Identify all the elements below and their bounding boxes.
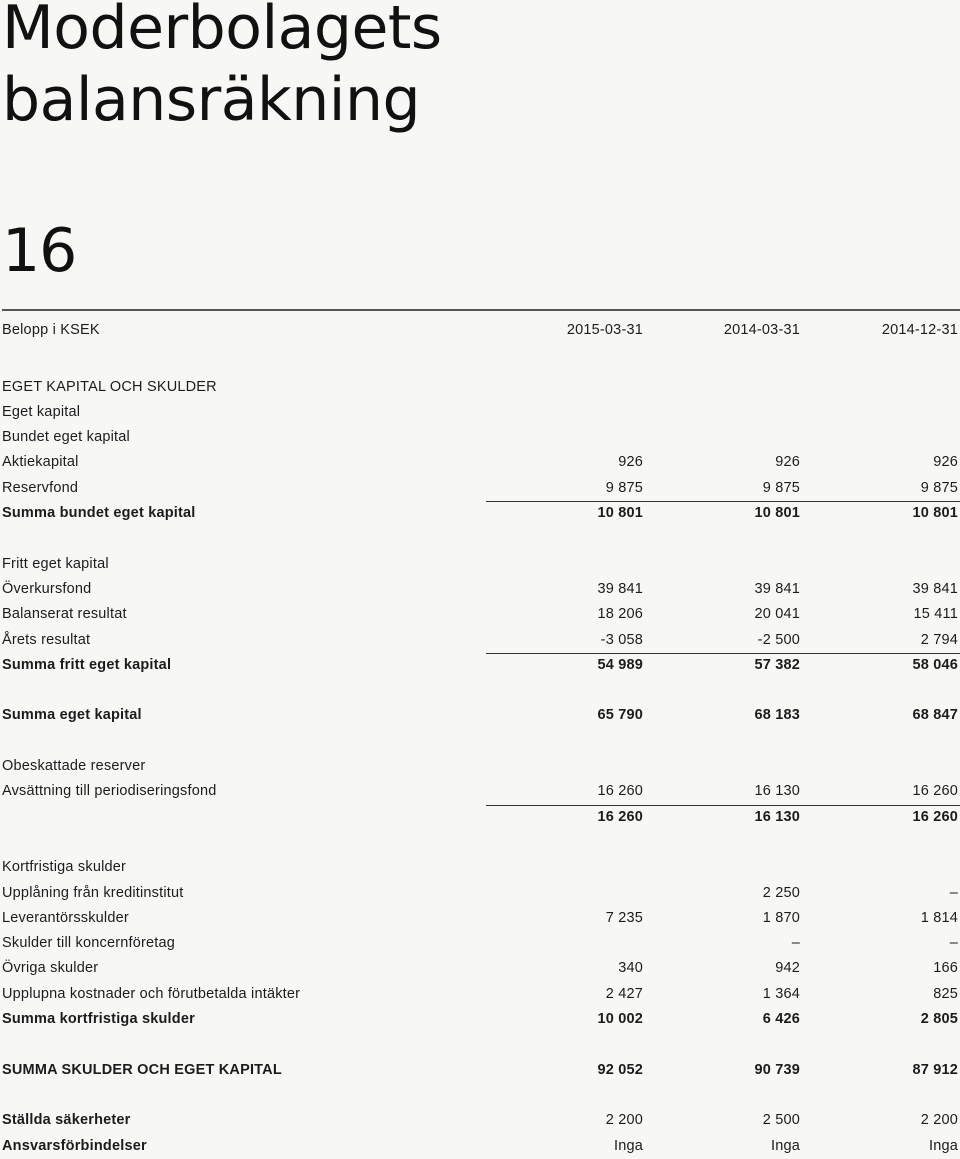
table-row-summa-eget-kapital: Summa eget kapital 65 790 68 183 68 847	[2, 707, 958, 724]
column-header-2014-03-31: 2014-03-31	[723, 322, 800, 338]
table-row-avsattning-periodiseringsfond: Avsättning till periodiseringsfond 16 260 16 130 16 260	[2, 783, 958, 800]
table-row-summa-bundet-eget-kapital: Summa bundet eget kapital 10 801 10 801 10 801	[2, 501, 960, 526]
table-row-stallda-sakerheter: Ställda säkerheter 2 200 2 500 2 200	[2, 1112, 958, 1129]
table-row-arets-resultat: Årets resultat -3 058 -2 500 2 794	[2, 631, 958, 648]
title-line-2: balansräkning	[2, 65, 421, 135]
table-row-summa-obeskattade-reserver: 16 260 16 130 16 260	[2, 805, 960, 830]
table-row-skulder-koncernforetag: Skulder till koncernföretag – –	[2, 935, 958, 952]
title-line-1: Moderbolagets	[2, 0, 442, 63]
table-row-summa-skulder-och-eget-kapital: SUMMA SKULDER OCH EGET KAPITAL 92 052 90 739 87 912	[2, 1061, 958, 1078]
heading-eget-kapital: Eget kapital	[2, 403, 81, 420]
table-row-ovriga-skulder: Övriga skulder 340 942 166	[2, 960, 958, 977]
balance-sheet-table	[2, 318, 960, 1159]
table-row-leverantorsskulder: Leverantörsskulder 7 235 1 870 1 814	[2, 909, 958, 926]
column-header-2014-12-31: 2014-12-31	[881, 322, 958, 338]
heading-fritt-eget-kapital: Fritt eget kapital	[2, 555, 109, 572]
table-row-ansvarsforbindelser: Ansvarsförbindelser Inga Inga Inga	[2, 1137, 958, 1154]
table-row-upplaning-kreditinstitut: Upplåning från kreditinstitut 2 250 –	[2, 884, 958, 901]
table-row-reservfond: Reservfond 9 875 9 875 9 875	[2, 479, 958, 496]
column-header-2015-03-31: 2015-03-31	[566, 322, 643, 338]
table-row-upplupna-kostnader: Upplupna kostnader och förutbetalda intäkter 2 427 1 364 825	[2, 985, 958, 1002]
table-row-summa-fritt-eget-kapital: Summa fritt eget kapital 54 989 57 382 58 046	[2, 653, 960, 678]
amount-unit-label: Belopp i KSEK	[2, 322, 100, 338]
heading-bundet-eget-kapital: Bundet eget kapital	[2, 429, 130, 446]
table-row-summa-kortfristiga-skulder: Summa kortfristiga skulder 10 002 6 426 2 805	[2, 1011, 958, 1028]
page-number: 16	[2, 216, 77, 286]
section-heading-equity-and-liabilities: EGET KAPITAL OCH SKULDER	[2, 378, 217, 395]
table-row-aktiekapital: Aktiekapital 926 926 926	[2, 454, 958, 471]
table-row-overkursfond: Överkursfond 39 841 39 841 39 841	[2, 580, 958, 597]
header-divider	[2, 309, 960, 311]
table-row-balanserat-resultat: Balanserat resultat 18 206 20 041 15 411	[2, 606, 958, 623]
heading-kortfristiga-skulder: Kortfristiga skulder	[2, 859, 127, 876]
column-header-row	[2, 318, 960, 343]
page-title	[2, 0, 442, 136]
heading-obeskattade-reserver: Obeskattade reserver	[2, 758, 146, 775]
